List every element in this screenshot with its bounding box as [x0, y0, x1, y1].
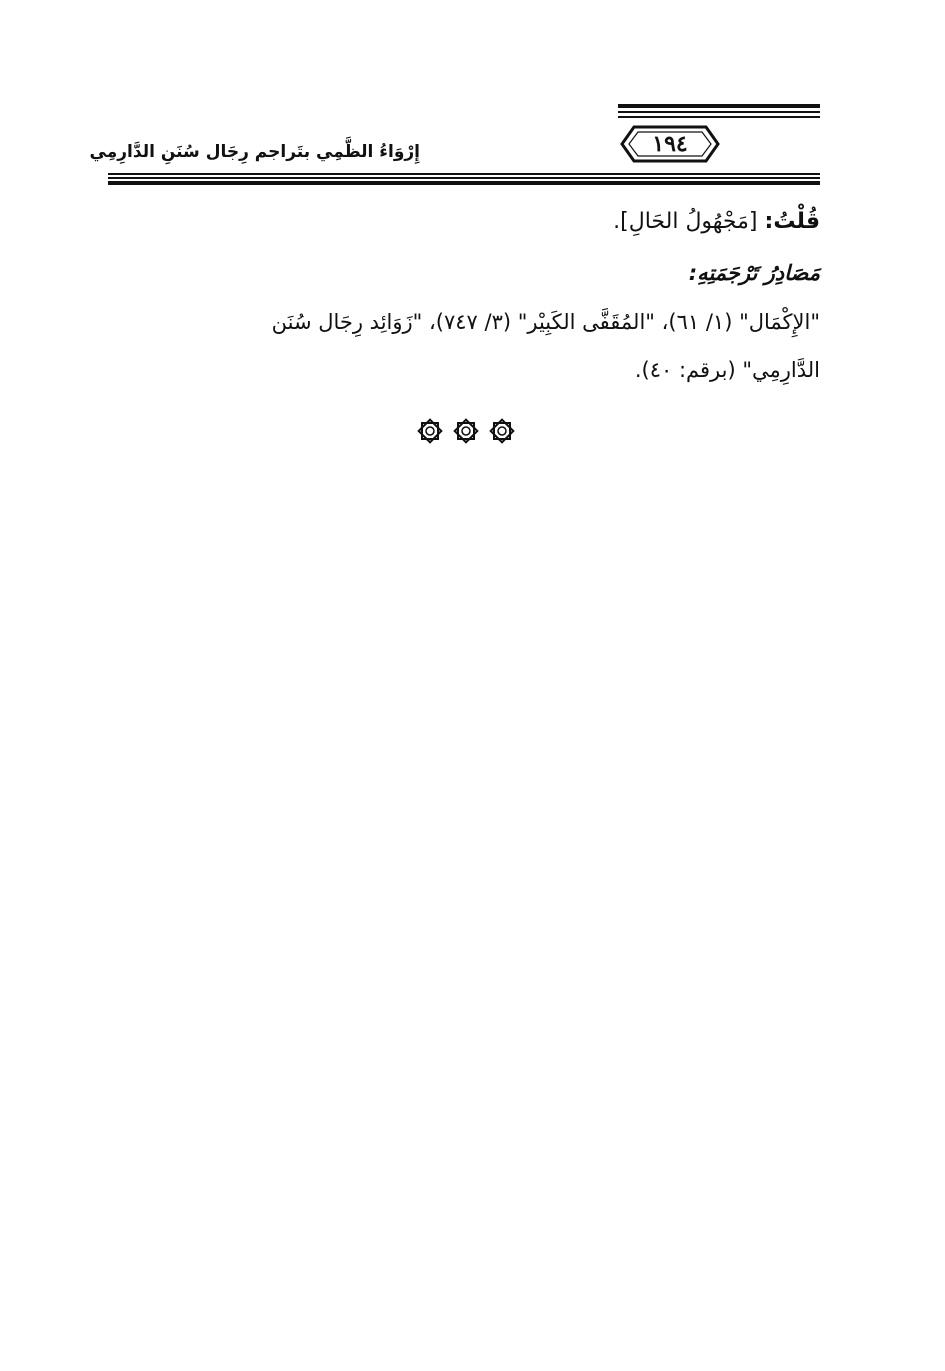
verdict-text: [مَجْهُولُ الحَالِ].: [613, 209, 758, 234]
header-rule: [108, 173, 820, 175]
header-rule: [108, 177, 820, 179]
page-number: ١٩٤: [652, 131, 688, 157]
sources-line: "الإِكْمَال" (١/ ٦١)، "المُقَفَّى الكَبِيْر" (٣/ ٧٤٧)، "زَوَائِد رِجَال سُنَن: [271, 310, 820, 334]
header-rule: [618, 104, 820, 108]
running-title: إِرْوَاءُ الظَّمِي بتَراجم رِجَال سُنَنِ الدَّارِمِي: [89, 142, 420, 162]
sources-line: الدَّارِمِي" (برقم: ٤٠).: [634, 358, 820, 382]
section-end-ornament: [416, 413, 516, 449]
page-number-badge: [620, 124, 720, 164]
main-text: [108, 196, 820, 394]
header-rule: [618, 116, 820, 118]
eight-point-star-icon: [488, 417, 516, 445]
header-rule: [618, 111, 820, 113]
eight-point-star-icon: [452, 417, 480, 445]
verdict-line: [108, 196, 820, 248]
verdict-label: قُلْتُ:: [764, 209, 820, 234]
eight-point-star-icon: [416, 417, 444, 445]
header-rule: [108, 181, 820, 185]
sources-heading: مَصَادِرُ تَرْجَمَتِهِ:: [688, 261, 820, 285]
page-header: [89, 104, 820, 186]
